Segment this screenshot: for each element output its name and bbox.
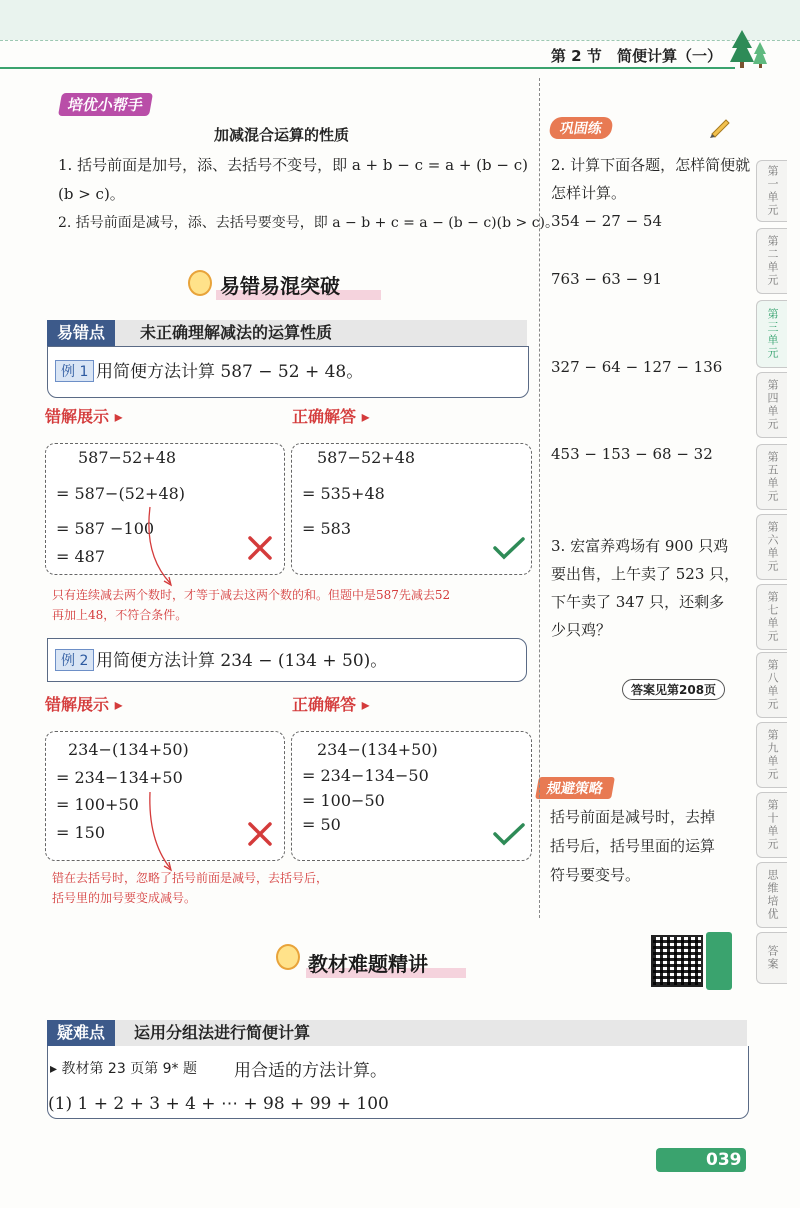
example-2-question: 用简便方法计算 234 − (134 + 50)。 bbox=[96, 651, 388, 671]
ex2-wrong-label-text: 错解展示 bbox=[45, 695, 110, 714]
header-rule bbox=[0, 67, 735, 69]
sidebar-tab-8[interactable]: 第八单元 bbox=[756, 652, 787, 718]
sidebar-tab-1[interactable]: 第一单元 bbox=[756, 160, 787, 222]
textbook-ref: ▸ 教材第 23 页第 9* 题 bbox=[50, 1061, 198, 1077]
cross-mark-icon bbox=[246, 820, 274, 848]
ex2-right-label-text: 正确解答 bbox=[292, 695, 357, 714]
ex1-note-line: 再加上48，不符合条件。 bbox=[52, 608, 188, 622]
mistake-bar-title: 未正确理解减法的运算性质 bbox=[140, 323, 333, 342]
pencil-icon bbox=[708, 116, 732, 138]
sidebar-tab-3[interactable]: 第三单元 bbox=[756, 300, 787, 368]
header-title bbox=[551, 45, 722, 66]
ex1-wrong-line: 587−52+48 bbox=[78, 448, 177, 467]
sidebar-tab-12[interactable]: 答案 bbox=[756, 932, 787, 984]
sidebar-tab-9[interactable]: 第九单元 bbox=[756, 722, 787, 788]
column-divider bbox=[539, 78, 540, 918]
cross-mark-icon bbox=[246, 534, 274, 562]
helper-badge: 培优小帮手 bbox=[58, 93, 153, 116]
sidebar-tab-7[interactable]: 第七单元 bbox=[756, 584, 787, 650]
practice-q3-line: 下午卖了 347 只，还剩多 bbox=[551, 593, 725, 611]
practice-badge: 巩固练 bbox=[548, 117, 614, 139]
practice-item: 453 − 153 − 68 − 32 bbox=[551, 445, 713, 463]
sidebar-tab-10[interactable]: 第十单元 bbox=[756, 792, 787, 858]
ex1-wrong-line: = 587 −100 bbox=[56, 519, 155, 538]
top-dashed-line bbox=[0, 40, 800, 41]
check-mark-icon bbox=[492, 822, 526, 846]
practice-q3-line: 少只鸡？ bbox=[551, 621, 612, 639]
sidebar-tab-11[interactable]: 思维培优 bbox=[756, 862, 787, 928]
helper-rule-1: 1. 括号前面是加号，添、去括号不变号，即 a + b − c = a + (b − c) bbox=[58, 156, 528, 174]
ex2-right-line: = 234−134−50 bbox=[302, 766, 429, 785]
textbook-instruction: 用合适的方法计算。 bbox=[234, 1061, 387, 1081]
check-mark-icon bbox=[492, 536, 526, 560]
ex2-wrong-line: = 150 bbox=[56, 823, 106, 842]
helper-rule-2: 2. 括号前面是减号，添、去括号要变号，即 a − b + c = a − (b − c)(b > c)。 bbox=[58, 215, 559, 231]
qr-label-strip bbox=[706, 932, 732, 990]
ex1-wrong-label: 错解展示 ▸ bbox=[45, 407, 123, 426]
example-1-tag: 例 1 bbox=[55, 360, 94, 382]
ex2-right-box bbox=[291, 731, 532, 861]
ex1-note bbox=[52, 585, 532, 625]
mistakes-heading: 易错易混突破 bbox=[220, 274, 340, 298]
ex1-right-box bbox=[291, 443, 532, 575]
sidebar-tab-2[interactable]: 第二单元 bbox=[756, 228, 787, 294]
practice-q3-line: 3. 宏富养鸡场有 900 只鸡 bbox=[551, 537, 729, 555]
practice-item: 354 − 27 − 54 bbox=[551, 212, 663, 230]
sidebar-tab-5[interactable]: 第五单元 bbox=[756, 444, 787, 510]
ex1-right-label-text: 正确解答 bbox=[292, 407, 357, 426]
ex2-note bbox=[52, 868, 472, 908]
ex1-right-line: = 535+48 bbox=[302, 484, 385, 503]
header-section: 第 2 节 bbox=[550, 47, 602, 65]
annotation-arrow bbox=[140, 790, 180, 875]
ex2-right-line: = 100−50 bbox=[302, 791, 385, 810]
textbook-heading: 教材难题精讲 bbox=[308, 952, 428, 976]
sidebar-tab-6[interactable]: 第六单元 bbox=[756, 514, 787, 580]
ex2-wrong-line: = 100+50 bbox=[56, 795, 139, 814]
practice-q2-cont: 怎样计算。 bbox=[551, 184, 627, 202]
ex2-right-line: 234−(134+50) bbox=[317, 740, 438, 759]
ex2-right-label: 正确解答 ▸ bbox=[292, 695, 370, 714]
ex1-wrong-line: = 587−(52+48) bbox=[56, 484, 186, 503]
sidebar-tab-4[interactable]: 第四单元 bbox=[756, 372, 787, 438]
ex2-wrong-line: = 234−134+50 bbox=[56, 768, 183, 787]
helper-title: 加减混合运算的性质 bbox=[214, 126, 350, 144]
textbook-problem-1: (1) 1 + 2 + 3 + 4 + ⋯ + 98 + 99 + 100 bbox=[48, 1094, 389, 1114]
strategy-badge: 规避策略 bbox=[535, 777, 615, 799]
tree-icon bbox=[728, 28, 770, 70]
practice-q3-line: 要出售，上午卖了 523 只， bbox=[551, 565, 740, 583]
ex1-wrong-label-text: 错解展示 bbox=[45, 407, 110, 426]
ex1-wrong-line: = 487 bbox=[56, 547, 106, 566]
ex1-right-label: 正确解答 ▸ bbox=[292, 407, 370, 426]
strategy-line: 括号后，括号里面的运算 bbox=[550, 837, 716, 855]
strategy-line: 符号要变号。 bbox=[550, 866, 641, 884]
ex2-note-line: 错在去括号时，忽略了括号前面是减号，去括号后， bbox=[52, 871, 329, 885]
answer-reference: 答案见第208页 bbox=[622, 679, 725, 700]
difficulty-bar-title: 运用分组法进行简便计算 bbox=[134, 1023, 311, 1042]
practice-item: 327 − 64 − 127 − 136 bbox=[551, 358, 723, 376]
ex1-note-line: 只有连续减去两个数时，才等于减去这两个数的和。但题中是587先减去52 bbox=[52, 588, 451, 602]
practice-item: 763 − 63 − 91 bbox=[551, 270, 663, 288]
lightbulb-icon bbox=[188, 270, 212, 296]
practice-q2: 2. 计算下面各题，怎样简便就 bbox=[551, 156, 751, 174]
page-number: 039 bbox=[706, 1150, 742, 1170]
ex2-wrong-label: 错解展示 ▸ bbox=[45, 695, 123, 714]
ex1-right-line: = 583 bbox=[302, 519, 352, 538]
example-2-tag: 例 2 bbox=[55, 649, 94, 671]
textbook-ref-text: 教材第 23 页第 9* 题 bbox=[61, 1061, 198, 1077]
helper-rule-1-cont: (b > c)。 bbox=[58, 185, 125, 203]
strategy-line: 括号前面是减号时，去掉 bbox=[550, 808, 716, 826]
ex2-right-line: = 50 bbox=[302, 815, 341, 834]
header-chapter-title: 简便计算（一） bbox=[616, 47, 722, 65]
ex2-wrong-line: 234−(134+50) bbox=[68, 740, 189, 759]
ex1-right-line: 587−52+48 bbox=[317, 448, 416, 467]
qr-code[interactable] bbox=[651, 935, 703, 987]
example-1-question: 用简便方法计算 587 − 52 + 48。 bbox=[96, 362, 364, 382]
annotation-arrow bbox=[140, 505, 180, 590]
lightbulb-icon bbox=[276, 944, 300, 970]
difficulty-bar-tag: 疑难点 bbox=[47, 1020, 115, 1046]
top-band bbox=[0, 0, 800, 40]
ex2-note-line: 括号里的加号要变成减号。 bbox=[52, 891, 197, 905]
mistake-bar-tag: 易错点 bbox=[47, 320, 115, 346]
